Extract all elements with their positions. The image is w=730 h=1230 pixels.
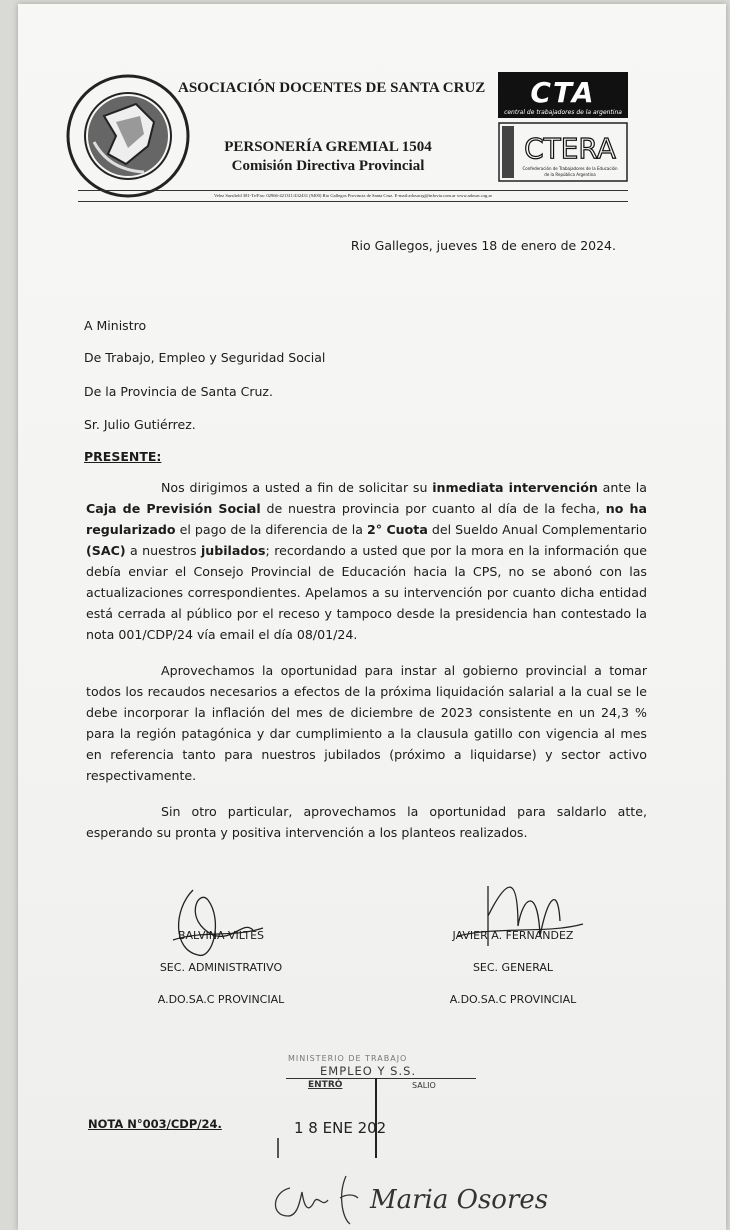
handwritten-name: Maria Osores (370, 1185, 548, 1215)
nota-number: NOTA N°003/CDP/24. (88, 1117, 222, 1131)
salutation: PRESENTE: (84, 449, 162, 464)
signature-left-org: A.DO.SA.C PROVINCIAL (157, 993, 285, 1006)
paragraph-2: Aprovechamos la oportunidad para instar al gobierno provincial a tomar todos los recaudos necesarios a efectos de la próxima liquidación salarial a la cual se le debe incorporar la inflación del mes de diciembre de 2023 consistente en un 24,3 % para la región patagónica y dar cumplimiento a la clausula gatillo con vigencia al mes en referencia tanto para nuestros jubilados (próximo a liquidarse) y sector activo respectivamente. (86, 663, 647, 783)
handwritten-receipt-signature-icon (258, 1164, 548, 1230)
stamp-ministry: MINISTERIO DE TRABAJO (288, 1054, 408, 1063)
cta-logo-icon (498, 72, 628, 118)
personeria-gremial: PERSONERÍA GREMIAL 1504 (224, 139, 432, 155)
signature-right-name: JAVIER A. FERNANDEZ (452, 929, 574, 942)
date-line: Rio Gallegos, jueves 18 de enero de 2024. (350, 238, 616, 253)
signature-right (428, 920, 598, 1016)
recipient-line-4: Sr. Julio Gutiérrez. (84, 417, 196, 432)
recipient-line-1: A Ministro (84, 318, 147, 333)
adosac-logo-icon (64, 72, 194, 202)
recipient-line-3: De la Provincia de Santa Cruz. (84, 384, 273, 399)
svg-text:central de trabajadores de la: central de trabajadores de la argentina (504, 109, 622, 116)
svg-text:CTA: CTA (530, 76, 596, 109)
signature-left-role: SEC. ADMINISTRATIVO (159, 961, 283, 974)
stamp-title: EMPLEO Y S.S. (320, 1064, 417, 1078)
contact-line: Velez Sarsfield 381-Te/Fax: 02966-421311/432431 (9400) Rio Gallegos Provincia de Santa Cruz. E-mail:adosacrg@infovia.com.ar www.adosac.org.ar (78, 190, 628, 202)
svg-text:CTERA: CTERA (524, 132, 616, 165)
stamp-date: 1 8 ENE 202 (294, 1119, 387, 1137)
recipient-line-2: De Trabajo, Empleo y Seguridad Social (84, 350, 326, 365)
signature-right-role: SEC. GENERAL (472, 961, 554, 974)
personeria-block (178, 138, 478, 176)
comision-directiva: Comisión Directiva Provincial (231, 158, 425, 174)
stamp-entro: ENTRÓ (308, 1080, 343, 1090)
signature-left (131, 920, 311, 1016)
svg-text:de la República Argentina: de la República Argentina (544, 172, 596, 177)
letter-page (18, 4, 726, 1230)
paragraph-3: Sin otro particular, aprovechamos la oportunidad para saldarlo atte, esperando su pronta y positiva intervención a los planteos realizados. (86, 804, 647, 840)
signature-left-name: BALVINA VILTES (177, 929, 265, 942)
stamp-salio: SALIO (412, 1081, 436, 1090)
ctera-logo-icon (498, 122, 628, 182)
svg-text:Confederación de Trabajadores: Confederación de Trabajadores de la Educación (522, 166, 618, 171)
paragraph-1: Nos dirigimos a usted a fin de solicitar su inmediata intervención ante la Caja de Previsión Social de nuestra provincia por cuanto al día de la fecha, no ha regularizado el pago de la diferencia de la 2° Cuota del Sueldo Anual Complementario (SAC) a nuestros jubilados; recordando a usted que por la mora en la información que debía enviar el Consejo Provincial de Educación hacia la CPS, no se abonó con las actualizaciones correspondientes. Apelamos a su intervención por cuanto dicha entidad está cerrada al público por el receso y tampoco desde la presidencia han contestado la nota 001/CDP/24 vía email el día 08/01/24. (86, 480, 648, 642)
signature-right-org: A.DO.SA.C PROVINCIAL (449, 993, 577, 1006)
org-name: ASOCIACIÓN DOCENTES DE SANTA CRUZ (178, 80, 486, 96)
